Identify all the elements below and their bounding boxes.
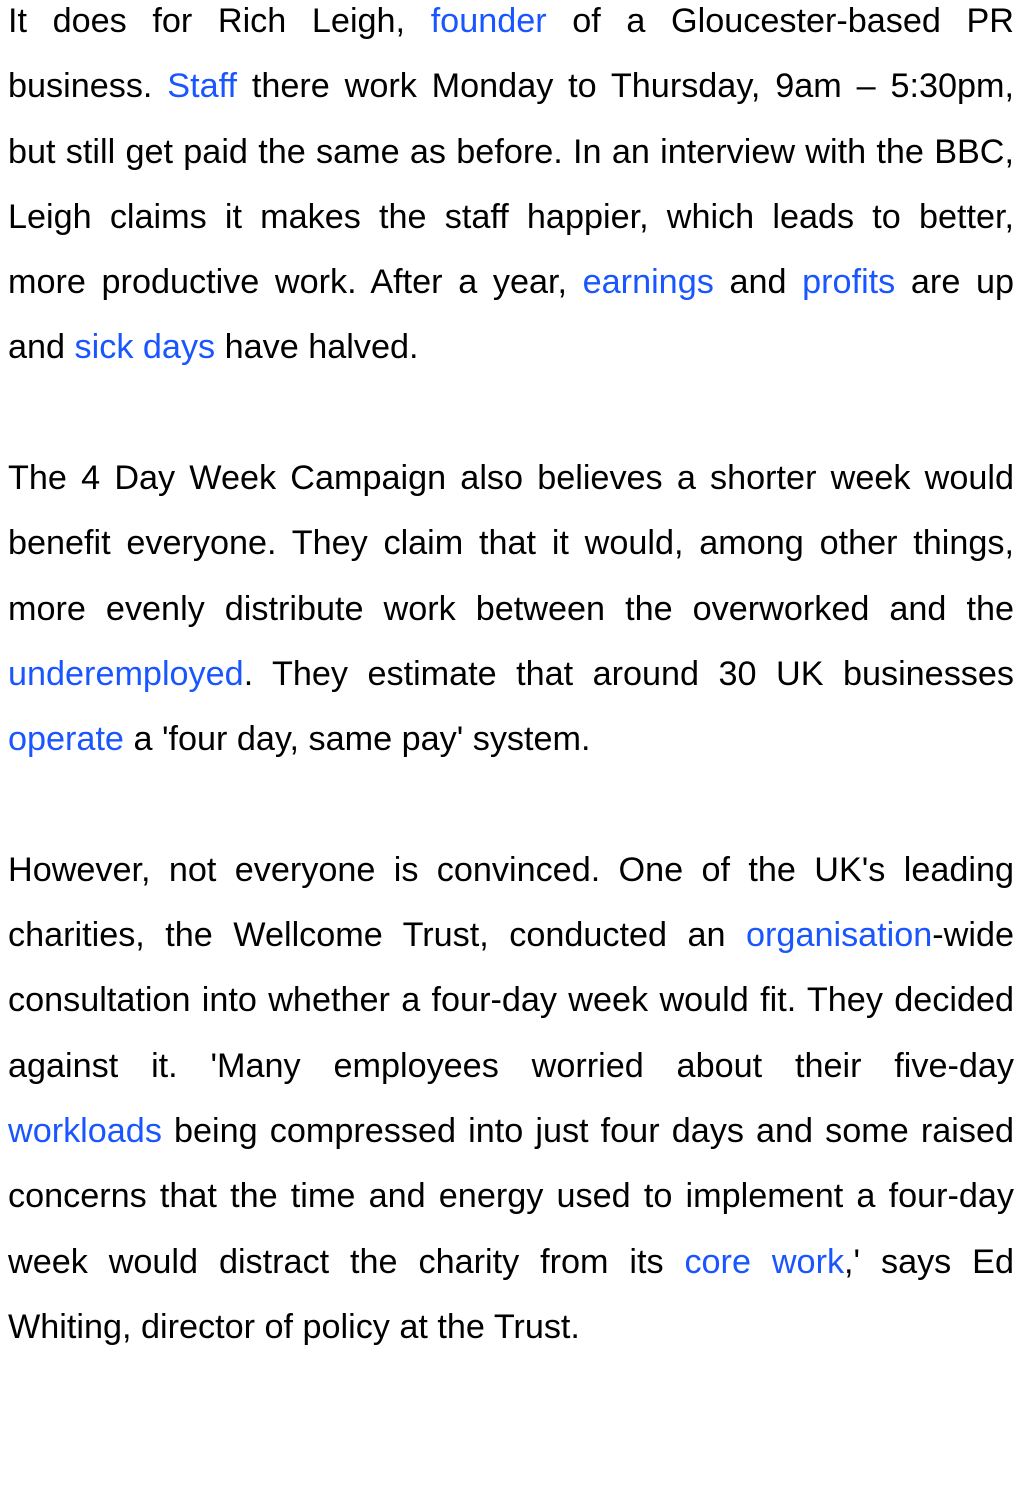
paragraph-text: of a Gloucester-based PR business. [8, 2, 1014, 106]
paragraph-text: there work Monday to Thursday, 9am – 5:30pm, but still get paid the same as before. In an interview with the BBC, Leigh claims it makes the staff happier, which leads to better, more productive work. After a year, [8, 67, 1014, 302]
paragraph-text: a 'four day, same pay' system. [123, 720, 591, 759]
link-underemployed[interactable]: underemployed [8, 654, 244, 693]
paragraph-text: are up and [8, 263, 1015, 367]
link-staff[interactable]: Staff [167, 67, 237, 106]
link-organisation[interactable]: organisation [746, 916, 933, 955]
paragraph-text: and [713, 263, 803, 302]
paragraph-text: being compressed into just four days and some raised concerns that the time and energy used to implement a four-day week would distract the charity from its [8, 1112, 1014, 1281]
link-profits[interactable]: profits [802, 263, 896, 302]
link-earnings[interactable]: earnings [582, 263, 714, 302]
link-core-work[interactable]: core work [684, 1242, 845, 1281]
article-body [8, 0, 1014, 1426]
paragraph-text: The 4 Day Week Campaign also believes a shorter week would benefit everyone. They claim that it would, among other things, more evenly distribute work between the overworked and the [8, 459, 1014, 628]
paragraph-2 [8, 446, 1014, 772]
paragraph-3 [8, 838, 1014, 1360]
paragraph-text: . They estimate that around 30 UK businesses [243, 654, 1014, 693]
link-workloads[interactable]: workloads [8, 1112, 162, 1151]
paragraph-1 [8, 0, 1014, 381]
paragraph-text: However, not everyone is convinced. One of the UK's leading charities, the Wellcome Trust, conducted an [8, 850, 1014, 955]
paragraph-text: have halved. [215, 328, 419, 367]
paragraph-text: It does for Rich Leigh, [8, 2, 431, 40]
paragraph-text: -wide consultation into whether a four-day week would fit. They decided against it. 'Many employees worried about their five-day [8, 916, 1014, 1085]
link-operate[interactable]: operate [8, 720, 124, 759]
paragraph-text: ,' says Ed Whiting, director of policy at the Trust. [8, 1242, 1014, 1346]
link-sick-days[interactable]: sick days [74, 328, 216, 367]
link-founder[interactable]: founder [430, 2, 547, 40]
